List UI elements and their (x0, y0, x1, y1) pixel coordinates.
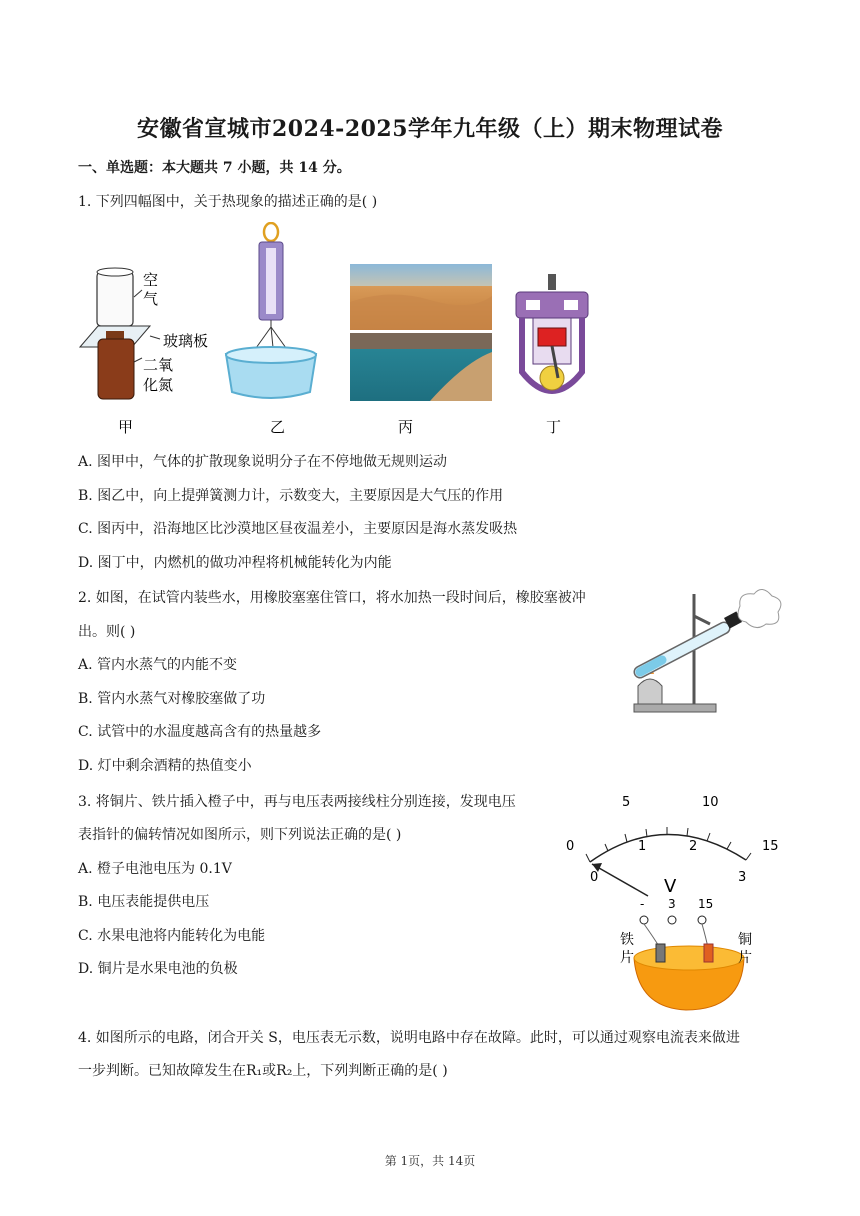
scale-top-15: 15 (762, 839, 779, 854)
jia-glass-label: 玻璃板 (163, 332, 209, 350)
caption-jia: 甲 (118, 418, 134, 436)
q2-stem-line1: 2. 如图，在试管内装些水，用橡胶塞塞住管口，将水加热一段时间后，橡胶塞被冲 (78, 590, 586, 606)
scale-bottom-2: 2 (689, 839, 698, 854)
q2-stem-line2: 出。则( ) (78, 624, 136, 640)
scale-bottom-0: 0 (590, 870, 599, 885)
jia-no2-1: 二氧 (143, 356, 174, 374)
section-heading: 一、单选题：本大题共 7 小题，共 14 分。 (78, 160, 351, 176)
q2-option-a: A. 管内水蒸气的内能不变 (78, 657, 238, 673)
caption-ding: 丁 (546, 418, 562, 436)
bing-desert-sea-photos (350, 264, 492, 401)
copper-label-2: 片 (738, 950, 752, 966)
terminal-15: 15 (698, 897, 714, 911)
q1-stem: 1. 下列四幅图中，关于热现象的描述正确的是( ) (78, 194, 378, 210)
yi-spring-scale-apparatus (226, 223, 316, 398)
q1-option-b: B. 图乙中，向上提弹簧测力计，示数变大，主要原因是大气压的作用 (78, 488, 504, 504)
q4-stem-line2: 一步判断。已知故障发生在R₁或R₂上，下列判断正确的是( ) (78, 1063, 448, 1079)
q3-stem-line1: 3. 将铜片、铁片插入橙子中，再与电压表两接线柱分别连接，发现电压 (78, 794, 516, 810)
q1-figure (70, 222, 630, 444)
q4-stem-line1: 4. 如图所示的电路，闭合开关 S，电压表无示数，说明电路中存在故障。此时，可以通过观察电流表来做进 (78, 1030, 740, 1046)
voltmeter-pointer (592, 864, 648, 896)
scale-bottom-3: 3 (738, 870, 747, 885)
jia-air-2: 气 (143, 290, 159, 308)
q2-test-tube-svg (630, 586, 782, 720)
q3-stem-line2: 表指针的偏转情况如图所示，则下列说法正确的是( ) (78, 827, 402, 843)
q1-option-c: C. 图丙中，沿海地区比沙漠地区昼夜温差小，主要原因是海水蒸发吸热 (78, 521, 518, 537)
scale-top-10: 10 (702, 795, 719, 810)
q1-option-d: D. 图丁中，内燃机的做功冲程将机械能转化为内能 (78, 555, 392, 571)
page-footer: 第 1页，共 14页 (384, 1154, 476, 1168)
q3-figure (556, 788, 786, 1016)
scale-top-5: 5 (622, 795, 631, 810)
scale-bottom-1: 1 (638, 839, 647, 854)
terminal-3: 3 (668, 897, 676, 911)
copper-label-1: 铜 (738, 932, 752, 948)
jia-no2-2: 化氮 (143, 376, 174, 394)
q2-option-c: C. 试管中的水温度越高含有的热量越多 (78, 724, 322, 740)
q3-option-c: C. 水果电池将内能转化为电能 (78, 928, 266, 944)
iron-label-2: 片 (620, 950, 634, 966)
q2-option-d: D. 灯中剩余酒精的热值变小 (78, 758, 252, 774)
q2-figure (630, 586, 782, 720)
iron-label-1: 铁 (620, 932, 634, 948)
q1-figure-svg (70, 222, 630, 444)
q3-option-a: A. 橙子电池电压为 0.1V (78, 861, 232, 877)
q3-option-d: D. 铜片是水果电池的负极 (78, 961, 238, 977)
caption-yi: 乙 (270, 418, 286, 436)
q3-voltmeter-svg (556, 788, 786, 1016)
caption-bing: 丙 (398, 418, 414, 436)
terminal-neg: - (640, 897, 645, 911)
page-title: 安徽省宣城市2024-2025学年九年级（上）期末物理试卷 (136, 116, 724, 142)
ding-engine-diagram (516, 274, 588, 391)
q3-option-b: B. 电压表能提供电压 (78, 894, 210, 910)
voltmeter-unit: V (664, 876, 677, 897)
scale-top-0: 0 (566, 839, 575, 854)
jia-air-1: 空 (143, 271, 159, 289)
q1-option-a: A. 图甲中，气体的扩散现象说明分子在不停地做无规则运动 (78, 454, 448, 470)
q2-option-b: B. 管内水蒸气对橡胶塞做了功 (78, 691, 266, 707)
